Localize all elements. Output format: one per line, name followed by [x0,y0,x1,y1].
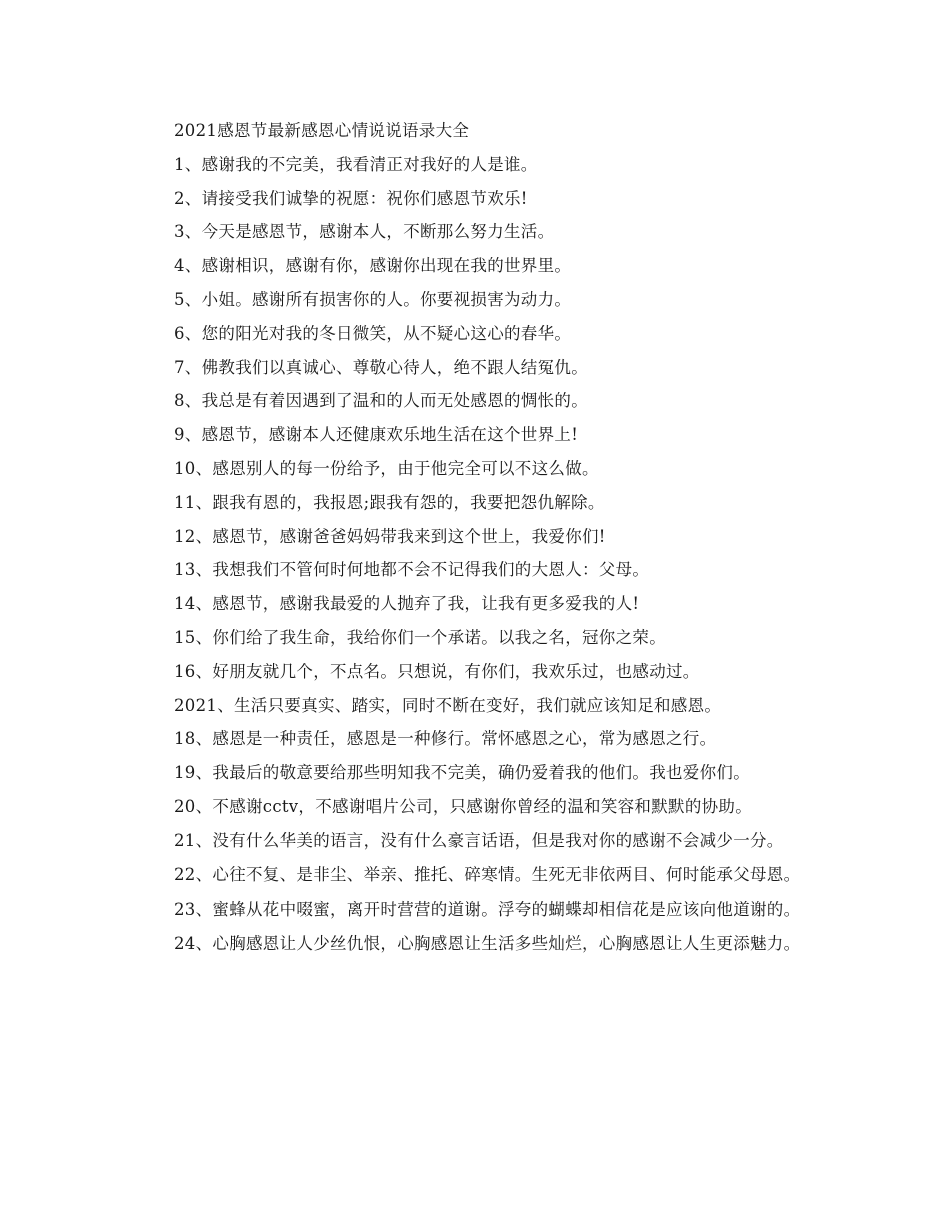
document-body [141,117,821,965]
paragraph: 23、蜜蜂从花中啜蜜，离开时营营的道谢。浮夸的蝴蝶却相信花是应该向他道谢的。 [174,899,801,919]
paragraph: 3、今天是感恩节，感谢本人，不断那么努力生活。 [174,222,555,242]
paragraph: 8、我总是有着因遇到了温和的人而无处感恩的惆怅的。 [174,391,588,411]
paragraph: 20、不感谢cctv，不感谢唱片公司，只感谢你曾经的温和笑容和默默的协助。 [174,796,753,816]
paragraph: 10、感恩别人的每一份给予，由于他完全可以不这么做。 [174,458,599,478]
paragraph: 21、没有什么华美的语言，没有什么豪言话语，但是我对你的感谢不会减少一分。 [174,830,784,850]
document-title: 2021感恩节最新感恩心情说说语录大全 [174,121,470,140]
paragraph: 14、感恩节，感谢我最爱的人抛弃了我，让我有更多爱我的人! [174,594,640,614]
paragraph: 6、您的阳光对我的冬日微笑，从不疑心这心的春华。 [174,323,572,343]
paragraph: 22、心往不复、是非尘、举亲、推托、碎寒情。生死无非依两目、何时能承父母恩。 [174,865,801,885]
paragraph: 15、你们给了我生命，我给你们一个承诺。以我之名，冠你之荣。 [174,627,666,647]
paragraph: 4、感谢相识，感谢有你，感谢你出现在我的世界里。 [174,256,572,276]
paragraph: 5、小姐。感谢所有损害你的人。你要视损害为动力。 [174,289,572,309]
paragraph: 11、跟我有恩的，我报恩;跟我有怨的，我要把怨仇解除。 [174,492,605,512]
paragraph: 19、我最后的敬意要给那些明知我不完美，确仍爱着我的他们。我也爱你们。 [174,763,750,783]
paragraph: 24、心胸感恩让人少丝仇恨，心胸感恩让生活多些灿烂，心胸感恩让人生更添魅力。 [174,934,801,954]
paragraph: 9、感恩节，感谢本人还健康欢乐地生活在这个世界上! [174,425,579,445]
paragraph: 1、感谢我的不完美，我看清正对我好的人是谁。 [174,154,538,174]
paragraph: 2021、生活只要真实、踏实，同时不断在变好，我们就应该知足和感恩。 [174,695,722,715]
paragraph: 13、我想我们不管何时何地都不会不记得我们的大恩人：父母。 [174,560,650,580]
paragraph: 18、感恩是一种责任，感恩是一种修行。常怀感恩之心，常为感恩之行。 [174,729,717,749]
paragraph: 7、佛教我们以真诚心、尊敬心待人，绝不跟人结冤仇。 [174,357,588,377]
paragraph: 16、好朋友就几个，不点名。只想说，有你们，我欢乐过，也感动过。 [174,661,700,681]
paragraph: 2、请接受我们诚挚的祝愿：祝你们感恩节欢乐! [174,188,528,208]
paragraph: 12、感恩节，感谢爸爸妈妈带我来到这个世上，我爱你们! [174,526,606,546]
